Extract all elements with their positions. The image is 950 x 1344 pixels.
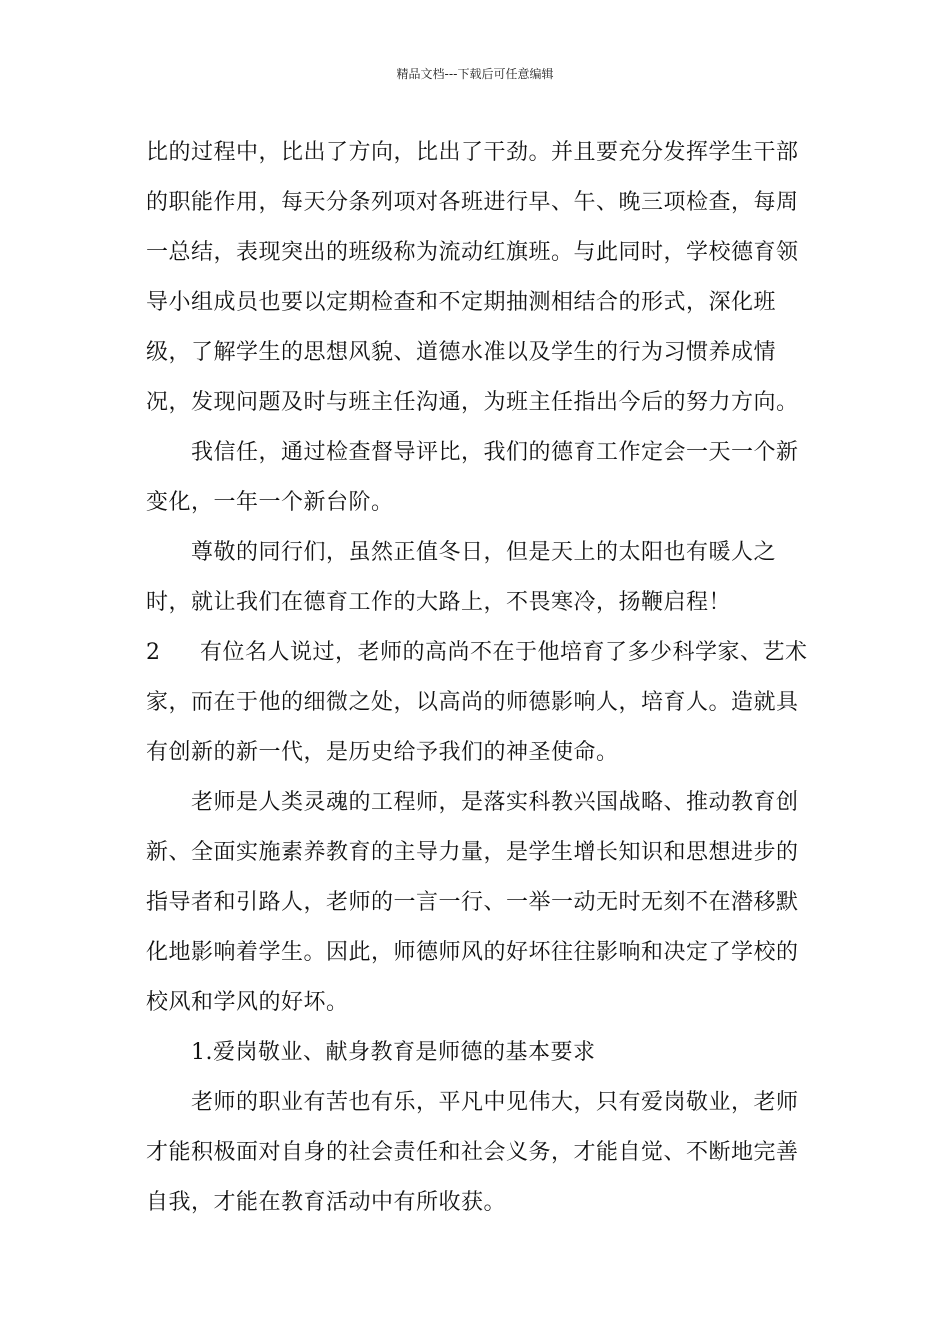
subheading-love-job: 1.爱岗敬业、献身教育是师德的基本要求 — [191, 1040, 596, 1065]
paragraph-continuation: 比的过程中，比出了方向，比出了干劲。并且要充分发挥学生干部的职能作用，每天分条列项对各班进行早、午、晚三项检查，每周一总结，表现突出的班级称为流动红旗班。与此同时，学校德育领导小组成员也要以定期检查和不定期抽测相结合的形式，深化班级，了解学生的思想风貌、道德水准以及学生的行为习惯养成情况，发现问题及时与班主任沟通，为班主任指出今后的努力方向。 — [146, 140, 799, 415]
document-body — [146, 128, 810, 1228]
section-2-text: 有位名人说过，老师的高尚不在于他培育了多少科学家、艺术家，而在于他的细微之处，以高尚的师德影响人，培育人。造就具有创新的新一代，是历史给予我们的神圣使命。 — [146, 640, 808, 765]
paragraph-closing: 尊敬的同行们，虽然正值冬日，但是天上的太阳也有暖人之时，就让我们在德育工作的大路上，不畏寒冷，扬鞭启程！ — [146, 540, 777, 615]
paragraph-teacher-career: 老师的职业有苦也有乐，平凡中见伟大，只有爱岗敬业，老师才能积极面对自身的社会责任和社会义务，才能自觉、不断地完善自我，才能在教育活动中有所收获。 — [146, 1090, 799, 1215]
paragraph-belief: 我信任，通过检查督导评比，我们的德育工作定会一天一个新变化，一年一个新台阶。 — [146, 440, 799, 515]
paragraph-section-2 — [146, 628, 810, 778]
section-number: 2 — [146, 640, 161, 665]
paragraph-teacher-role: 老师是人类灵魂的工程师，是落实科教兴国战略、推动教育创新、全面实施素养教育的主导力量，是学生增长知识和思想进步的指导者和引路人，老师的一言一行、一举一动无时无刻不在潜移默化地影响着学生。因此，师德师风的好坏往往影响和决定了学校的校风和学风的好坏。 — [146, 790, 799, 1015]
page-header: 精品文档---下载后可任意编辑 — [396, 67, 554, 81]
